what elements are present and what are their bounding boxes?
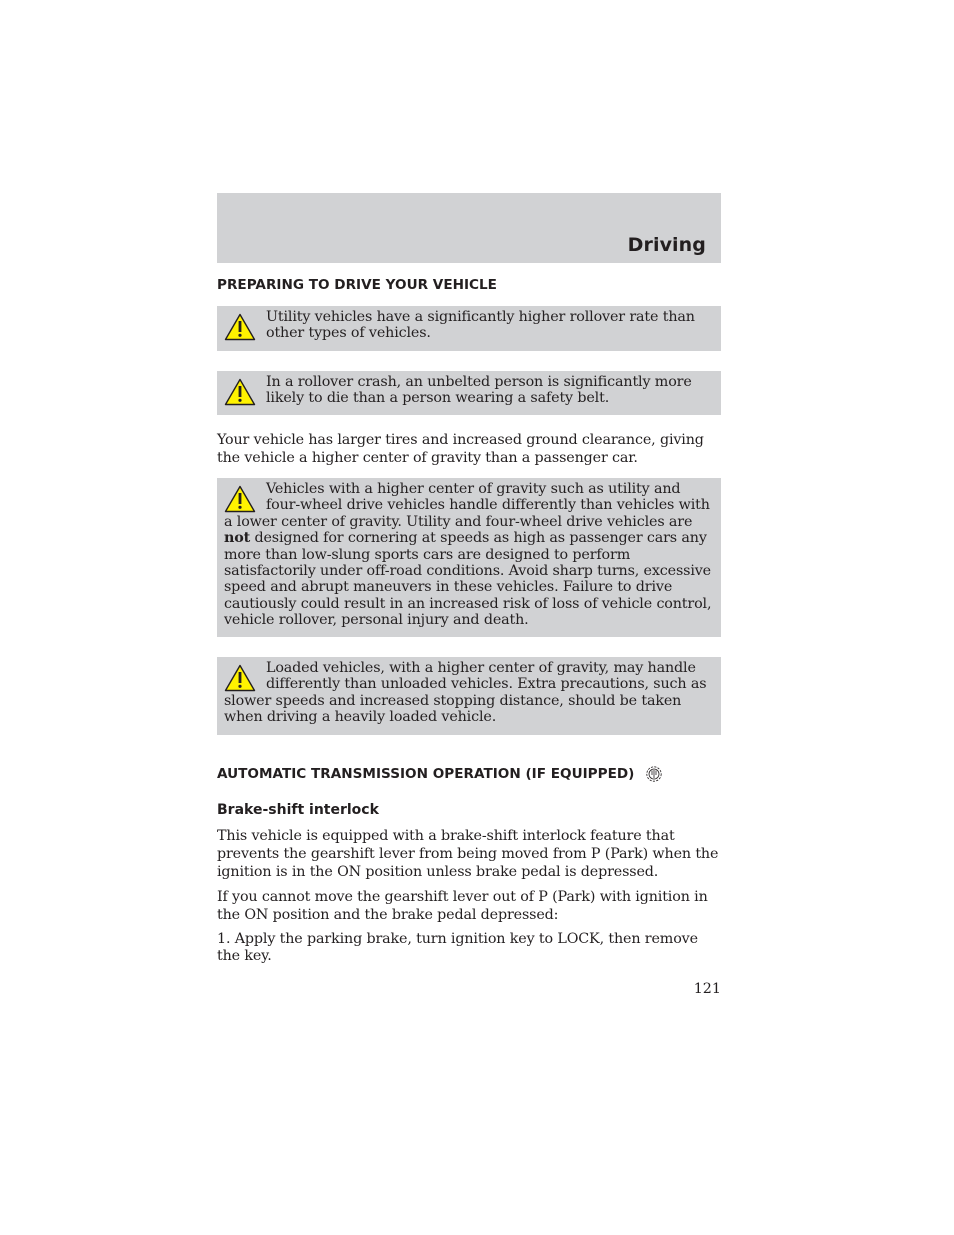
warning-emphasis: not: [224, 530, 251, 547]
page-number: 121: [693, 981, 721, 997]
step-1: 1. Apply the parking brake, turn ignition key to LOCK, then remove the key.: [217, 931, 698, 964]
warning-box-rollover-rate: [217, 306, 721, 351]
warning-box-handling: [217, 478, 721, 637]
warning-triangle-icon: [224, 313, 256, 341]
section-heading-text: AUTOMATIC TRANSMISSION OPERATION (IF EQUIPPED): [217, 766, 635, 782]
warning-text: Utility vehicles have a significantly higher rollover rate than other types of vehicles.: [266, 309, 695, 342]
warning-box-unbelted: [217, 371, 721, 415]
gear-icon: [643, 763, 665, 785]
warning-text-part: designed for cornering at speeds as high as passenger cars any more than low-slung sports cars are designed to perform satisfactorily under off-road conditions. Avoid sharp turns, excessive speed and abrupt maneuvers in these vehicles. Failure to drive cautiously could result in an increased risk of loss of vehicle control, vehicle rollover, personal injury and death.: [224, 530, 712, 629]
section-heading-preparing: PREPARING TO DRIVE YOUR VEHICLE: [217, 277, 497, 293]
sub-heading-brake-shift-interlock: Brake-shift interlock: [217, 802, 379, 818]
paragraph-interlock-intro: This vehicle is equipped with a brake-shift interlock feature that prevents the gearshift lever from being moved from P (Park) when the ignition is in the ON position unless brake pedal is depressed.: [217, 828, 719, 880]
warning-triangle-icon: [224, 378, 256, 406]
warning-text-part: Vehicles with a higher center of gravity such as utility and four-wheel drive vehicles handle differently than vehicles with a lower center of gravity. Utility and four-wheel drive vehicles are: [224, 481, 710, 530]
warning-box-loaded-vehicles: [217, 657, 721, 735]
warning-triangle-icon: [224, 485, 256, 513]
paragraph-cannot-move: If you cannot move the gearshift lever out of P (Park) with ignition in the ON position and the brake pedal depressed:: [217, 889, 708, 923]
paragraph-center-of-gravity: Your vehicle has larger tires and increased ground clearance, giving the vehicle a higher center of gravity than a passenger car.: [217, 432, 704, 466]
warning-text: In a rollover crash, an unbelted person is significantly more likely to die than a person wearing a safety belt.: [266, 374, 692, 407]
section-heading-automatic-transmission: [217, 763, 665, 785]
chapter-header-band: [217, 193, 721, 263]
warning-text: Loaded vehicles, with a higher center of gravity, may handle differently than unloaded vehicles. Extra precautions, such as slower speeds and increased stopping distance, should be taken when driving a heavily loaded vehicle.: [224, 660, 707, 726]
chapter-title: Driving: [627, 234, 706, 256]
warning-triangle-icon: [224, 664, 256, 692]
warning-text: [224, 481, 715, 629]
